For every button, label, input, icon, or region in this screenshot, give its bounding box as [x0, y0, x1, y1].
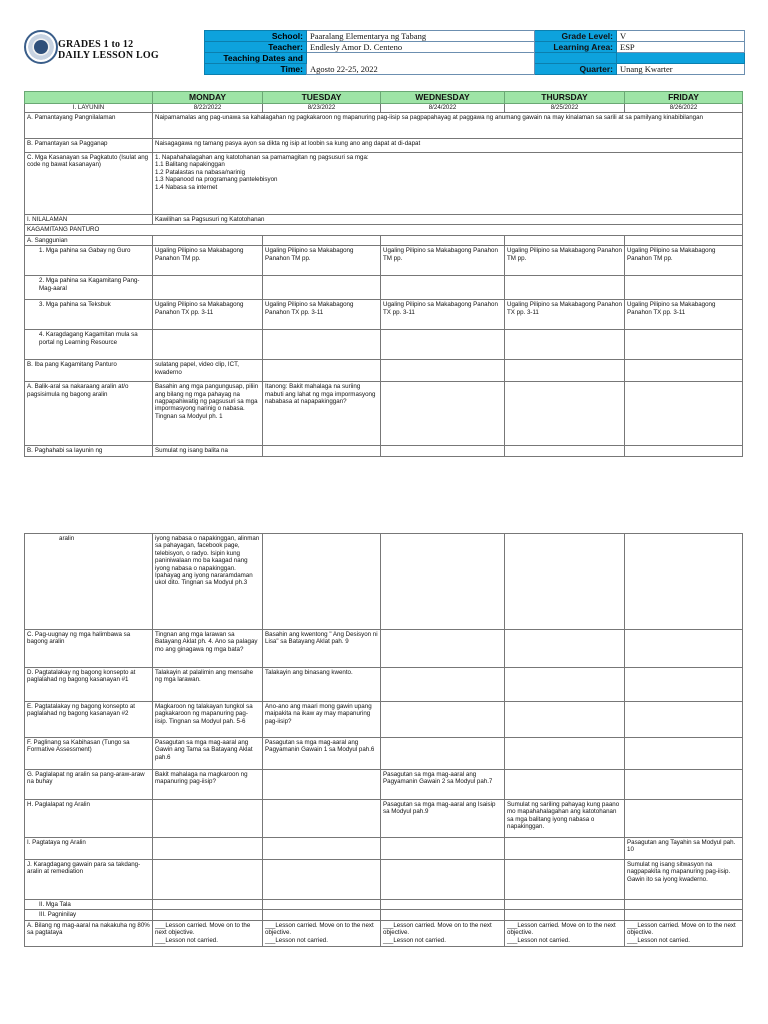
row-content: Naipamamalas ang pag-unawa sa kahalagahan ng pagkakaroon ng mapanuring pag-iisip sa pagpapahayag at paggawa ng anumang gawain na may kinalaman sa sarili at sa pamilyang kinabibilangan: [153, 113, 743, 139]
lesson-status-cell: ___Lesson carried. Move on to the next objective. ___Lesson not carried.: [263, 920, 381, 946]
table-row: [25, 920, 743, 946]
row-label: B. Paghahabi sa layunin ng: [25, 446, 153, 456]
table-cell: Ano-ano ang maari mong gawin upang maipakita na ikaw ay may mapanuring pag-iisip?: [263, 702, 381, 738]
dates-row: [25, 104, 743, 113]
table-row: [25, 360, 743, 382]
lesson-status-cell: ___Lesson carried. Move on to the next objective. ___Lesson not carried.: [625, 920, 743, 946]
table-row: [25, 153, 743, 215]
row-label: I. Pagtataya ng Aralin: [25, 838, 153, 860]
table-row: [25, 910, 743, 920]
table-row: [25, 702, 743, 738]
table-cell: Ugaling Pilipino sa Makabagong Panahon TM pp.: [505, 246, 625, 276]
header-info-table: [204, 30, 745, 75]
dates-label-1: Teaching Dates and: [205, 53, 307, 64]
row-label: 1. Mga pahina sa Gabay ng Guro: [25, 246, 153, 276]
table-row: [25, 534, 743, 630]
kagamitan-heading: KAGAMITANG PANTURO: [25, 225, 743, 235]
competency-line: 1.3 Napanood na programang pantelebisyon: [155, 176, 278, 184]
table-cell: Basahin ang kwentong " Ang Desisyon ni Lisa" sa Batayang Aklat pah. 9: [263, 630, 381, 668]
lesson-status-cell: ___Lesson carried. Move on to the next objective. ___Lesson not carried.: [153, 920, 263, 946]
day-tuesday: TUESDAY: [263, 92, 381, 104]
learning-area-value: ESP: [617, 42, 745, 53]
table-cell: Magkaroon ng talakayan tungkol sa pagkakaroon ng mapanuring pag-iisip. Tingnan sa Modyul pah. 5-6: [153, 702, 263, 738]
row-label: A. Sanggunian: [25, 235, 153, 245]
row-content: [153, 153, 743, 215]
table-cell: Ugaling Pilipino sa Makabagong Panahon TX pp. 3-11: [263, 300, 381, 330]
competency-line: 1. Napahahalagahan ang katotohanan sa pamamagitan ng pagsusuri sa mga:: [155, 154, 369, 161]
teacher-label: Teacher:: [205, 42, 307, 53]
row-label: G. Paglalapat ng aralin sa pang-araw-araw na buhay: [25, 770, 153, 800]
row-label: F. Paglinang sa Kabihasan (Tungo sa Formative Assessment): [25, 738, 153, 770]
table-cell: Ugaling Pilipino sa Makabagong Panahon TM pp.: [381, 246, 505, 276]
table-cell: Talakayin ang binasang kwento.: [263, 668, 381, 702]
page-1: [0, 0, 768, 480]
row-label: C. Mga Kasanayan sa Pagkatuto (Isulat ang code ng bawat kasanayan): [25, 153, 153, 215]
row-label: J. Karagdagang gawain para sa takdang-aralin at remediation: [25, 860, 153, 900]
day-thursday: THURSDAY: [505, 92, 625, 104]
table-cell: Pasagutan ang Tayahin sa Modyul pah. 10: [625, 838, 743, 860]
competency-line: 1.4 Nabasa sa internet: [155, 183, 218, 191]
table-row: [25, 446, 743, 456]
table-cell: Ugaling Pilipino sa Makabagong Panahon TM pp.: [153, 246, 263, 276]
table-cell: iyong nabasa o napakinggan, alinman sa pahayagan, facebook page, telebisyon, o radyo. Isipin kung paniniwalaan mo ba kaagad nang iyong nabasa o napakinggan. Ipahayag ang iyong nararamdaman ukol dito. Tingnan sa Modyul ph.3: [153, 534, 263, 630]
row-label: A. Bilang ng mag-aaral na nakakuha ng 80% sa pagtataya: [25, 920, 153, 946]
table-row: [25, 900, 743, 910]
lesson-table-page-2: [24, 533, 743, 947]
row-label: C. Pag-uugnay ng mga halimbawa sa bagong aralin: [25, 630, 153, 668]
row-label: II. Mga Tala: [25, 900, 153, 910]
quarter-label: Quarter:: [535, 64, 617, 75]
table-cell: Bakit mahalaga na magkaroon ng mapanuring pag-iisip?: [153, 770, 263, 800]
row-content: Kawilihan sa Pagsusuri ng Katotohanan: [153, 215, 743, 225]
table-row: [25, 300, 743, 330]
date-friday: 8/26/2022: [625, 104, 743, 113]
table-row: [25, 276, 743, 300]
table-cell: Pasagutan sa mga mag-aaral ang Pagyamanin Gawain 1 sa Modyul pah.6: [263, 738, 381, 770]
row-label: III. Pagninilay: [25, 910, 153, 920]
table-cell: Ugaling Pilipino sa Makabagong Panahon TX pp. 3-11: [505, 300, 625, 330]
table-row: [25, 246, 743, 276]
table-row: [25, 838, 743, 860]
table-cell: Tingnan ang mga larawan sa Batayang Aklat ph. 4. Ano sa palagay mo ang ginagawa ng mga bata?: [153, 630, 263, 668]
competency-line: 1.1 Balitang napakinggan: [155, 161, 225, 169]
dates-label-2: Time:: [205, 64, 307, 75]
row-label: A. Pamantayang Pangnilalaman: [25, 113, 153, 139]
day-wednesday: WEDNESDAY: [381, 92, 505, 104]
table-cell: Ugaling Pilipino sa Makabagong Panahon TX pp. 3-11: [625, 300, 743, 330]
table-cell: Sumulat ng isang balita na: [153, 446, 263, 456]
table-row: [25, 668, 743, 702]
row-label: B. Pamantayan sa Pagganap: [25, 139, 153, 153]
quarter-value: Unang Kwarter: [617, 64, 745, 75]
row-label: A. Balik-aral sa nakaraang aralin at/o pagsisimula ng bagong aralin: [25, 382, 153, 446]
table-cell: Ugaling Pilipino sa Makabagong Panahon TM pp.: [263, 246, 381, 276]
table-row: [25, 215, 743, 225]
lesson-status-cell: ___Lesson carried. Move on to the next objective. ___Lesson not carried.: [505, 920, 625, 946]
table-cell: Pasagutan sa mga mag-aaral ang Gawin ang Tama sa Batayang Aklat pah.6: [153, 738, 263, 770]
school-value: Paaralang Elementarya ng Tabang: [307, 31, 535, 42]
table-row: [25, 770, 743, 800]
row-label: I. NILALAMAN: [25, 215, 153, 225]
table-row: [25, 382, 743, 446]
date-tuesday: 8/23/2022: [263, 104, 381, 113]
date-wednesday: 8/24/2022: [381, 104, 505, 113]
date-monday: 8/22/2022: [153, 104, 263, 113]
page-break: [0, 480, 768, 530]
daily-lesson-log-line: DAILY LESSON LOG: [58, 50, 159, 61]
log-title: [58, 39, 159, 61]
table-cell: Ugaling Pilipino sa Makabagong Panahon TX pp. 3-11: [153, 300, 263, 330]
table-cell: Sumulat ng isang sitwasyon na nagpapakita ng mapanuring pag-iisip. Gawin ito sa iyong kwaderno.: [625, 860, 743, 900]
row-label: aralin: [25, 534, 153, 630]
layunin-heading: I. LAYUNIN: [25, 104, 153, 113]
dates-value: Agosto 22-25, 2022: [307, 53, 535, 75]
table-cell: Itanong: Bakit mahalaga na suriing mabuti ang lahat ng mga impormasyong nababasa at napapakinggan?: [263, 382, 381, 446]
lesson-status-cell: ___Lesson carried. Move on to the next objective. ___Lesson not carried.: [381, 920, 505, 946]
grade-level-value: V: [617, 31, 745, 42]
table-cell: Basahin ang mga pangungusap, piliin ang bilang ng mga pahayag na nagpapahiwatig ng pagsusuri sa mga impormasyong narinig o nabasa. Tingnan sa Modyul ph. 1: [153, 382, 263, 446]
row-label: 2. Mga pahina sa Kagamitang Pang-Mag-aaral: [25, 276, 153, 300]
table-cell: Ugaling Pilipino sa Makabagong Panahon TM pp.: [625, 246, 743, 276]
grade-level-label: Grade Level:: [535, 31, 617, 42]
table-row: [25, 330, 743, 360]
school-label: School:: [205, 31, 307, 42]
table-row: [25, 800, 743, 838]
lesson-table-page-1: [24, 91, 743, 457]
row-label: E. Pagtatalakay ng bagong konsepto at paglalahad ng bagong kasanayan #2: [25, 702, 153, 738]
row-label: B. Iba pang Kagamitang Panturo: [25, 360, 153, 382]
table-row: [25, 235, 743, 245]
row-label: D. Pagtatalakay ng bagong konsepto at paglalahad ng bagong kasanayan #1: [25, 668, 153, 702]
grades-line: GRADES 1 to 12: [58, 39, 134, 50]
table-cell: Pasagutan sa mga mag-aaral ang Isaisip sa Modyul pah.9: [381, 800, 505, 838]
table-row: [25, 860, 743, 900]
deped-seal-logo: [24, 30, 58, 64]
row-label: 4. Karagdagang Kagamitan mula sa portal ng Learning Resource: [25, 330, 153, 360]
table-cell: Talakayin at palalimin ang mensahe ng mga larawan.: [153, 668, 263, 702]
table-row: [25, 630, 743, 668]
row-label: 3. Mga pahina sa Teksbuk: [25, 300, 153, 330]
teacher-value: Endlesly Amor D. Centeno: [307, 42, 535, 53]
table-cell: Sumulat ng sariling pahayag kung paano mo mapahahalagahan ang katotohanan sa mga balitang iyong nabasa o napakinggan.: [505, 800, 625, 838]
day-monday: MONDAY: [153, 92, 263, 104]
day-friday: FRIDAY: [625, 92, 743, 104]
table-row: [25, 113, 743, 139]
table-cell: Pasagutan sa mga mag-aaral ang Pagyamanin Gawain 2 sa Modyul pah.7: [381, 770, 505, 800]
days-row: [25, 92, 743, 104]
page-2: [0, 530, 768, 1024]
table-cell: Ugaling Pilipino sa Makabagong Panahon TX pp. 3-11: [381, 300, 505, 330]
learning-area-label: Learning Area:: [535, 42, 617, 53]
table-row: [25, 225, 743, 235]
date-thursday: 8/25/2022: [505, 104, 625, 113]
table-row: [25, 738, 743, 770]
row-content: Naisagagawa ng tamang pasya ayon sa dikta ng isip at loobin sa kung ano ang dapat at di-dapat: [153, 139, 743, 153]
table-row: [25, 139, 743, 153]
table-cell: sulatang papel, video clip, ICT, kwaderno: [153, 360, 263, 382]
row-label: H. Paglalapat ng Aralin: [25, 800, 153, 838]
competency-line: 1.2 Patalastas na nabasa/narinig: [155, 168, 246, 176]
